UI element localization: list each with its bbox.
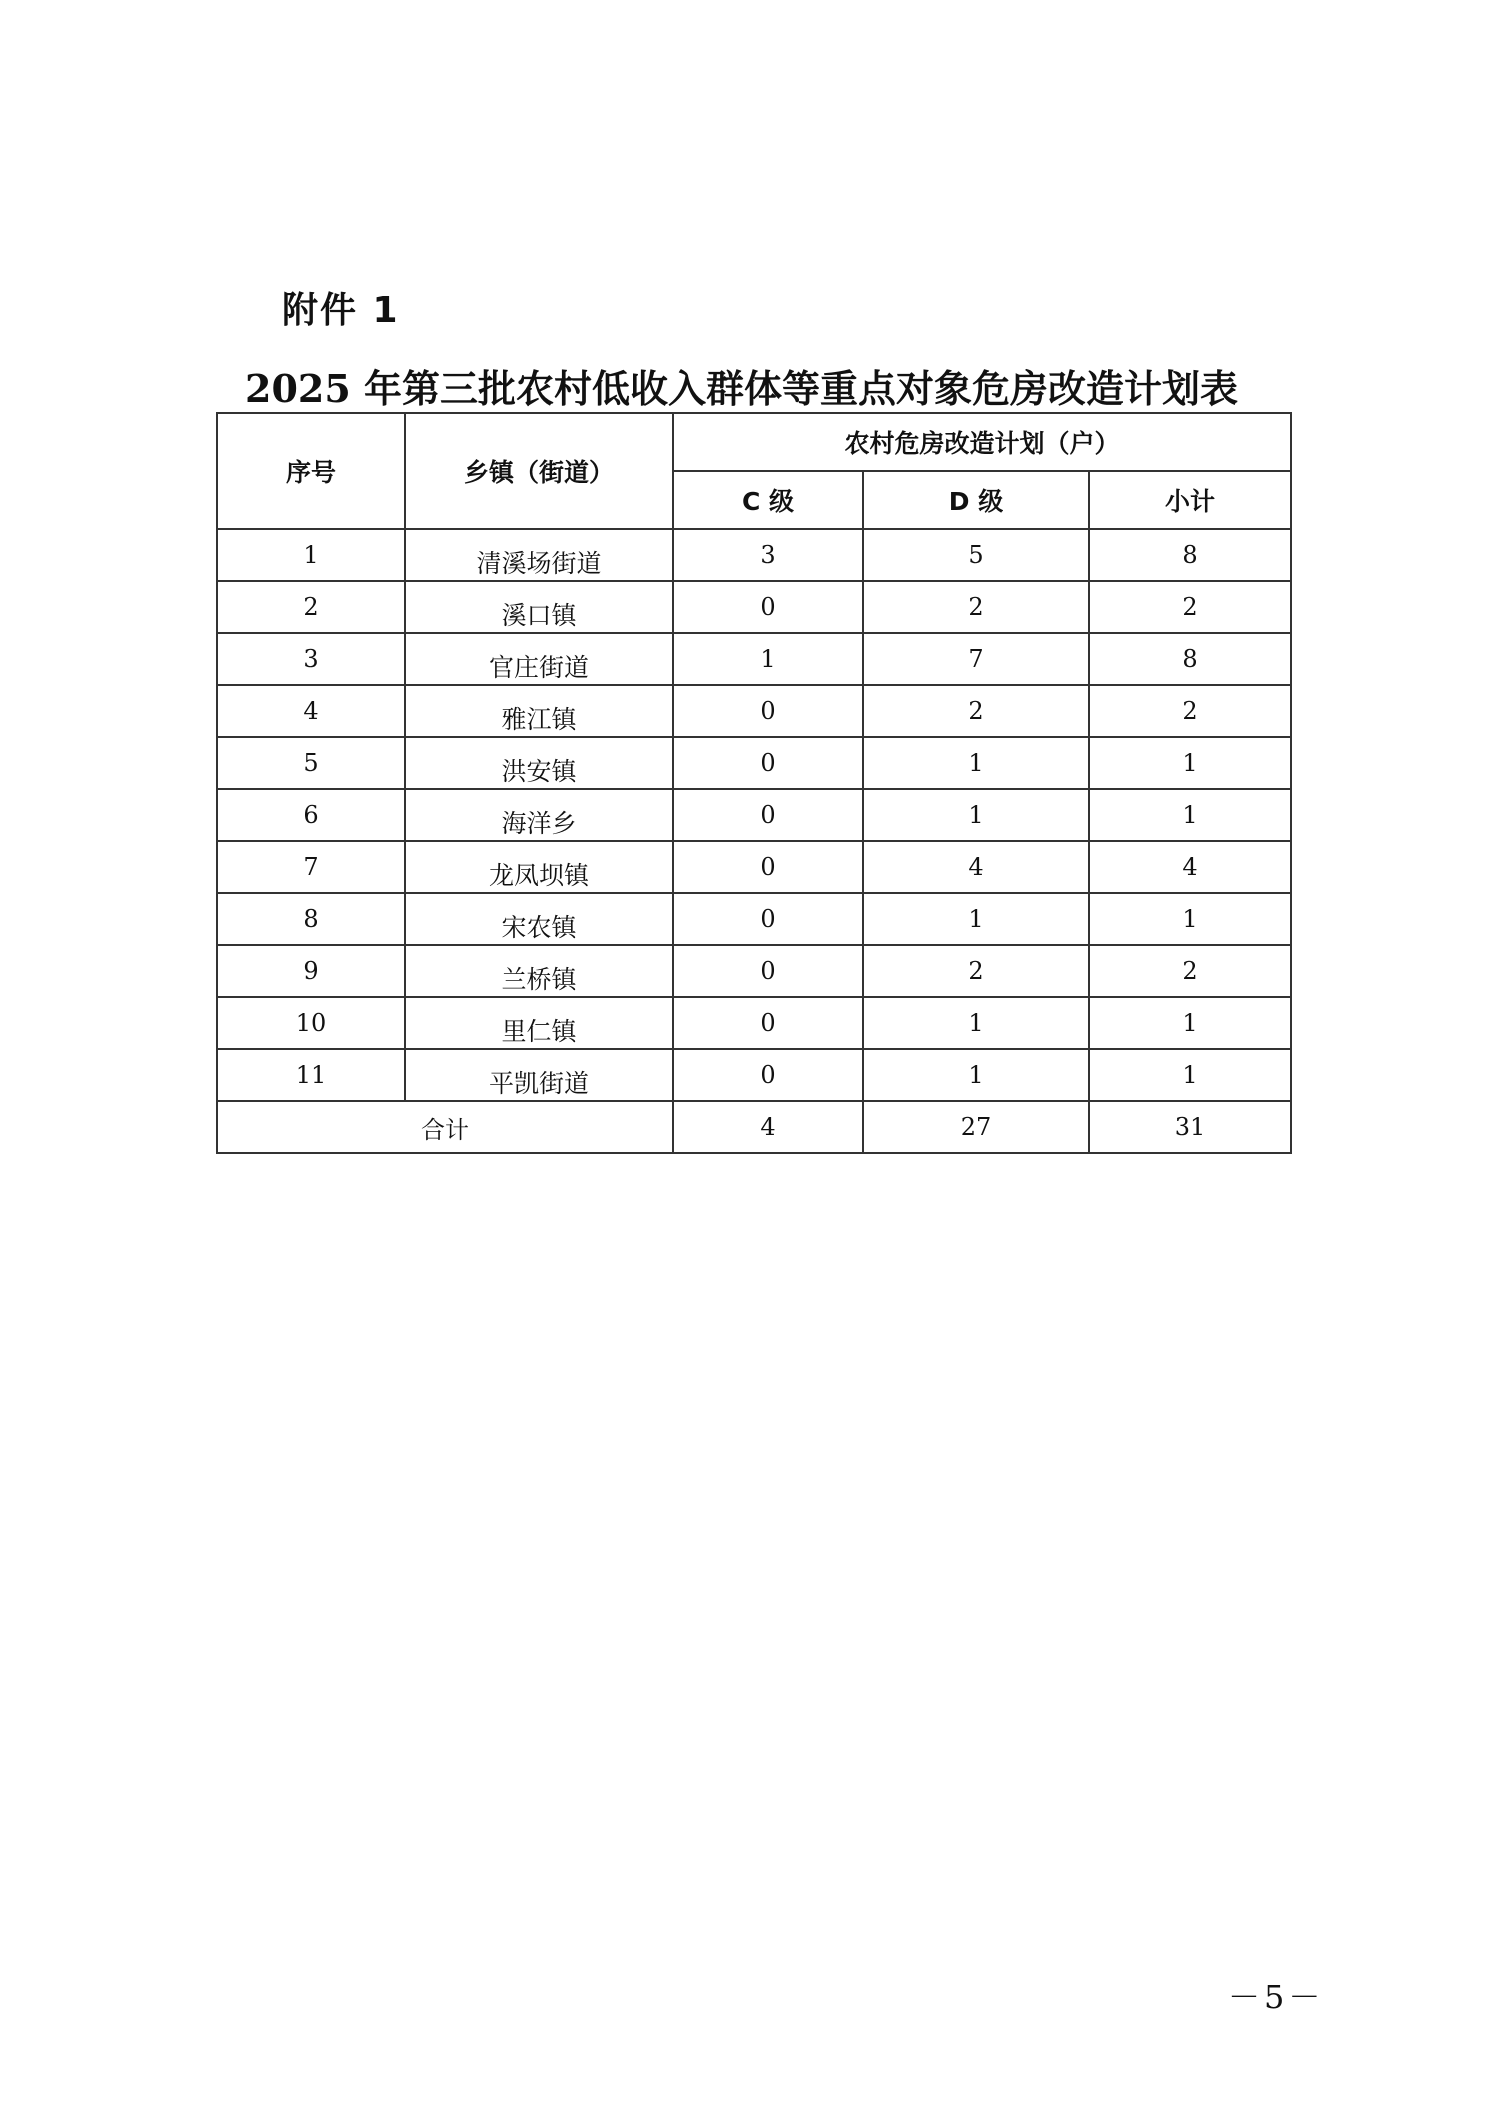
cell-subtotal: 1 [1089, 1049, 1291, 1101]
cell-seq: 9 [217, 945, 405, 997]
attachment-label: 附件 1 [282, 290, 400, 331]
cell-seq: 10 [217, 997, 405, 1049]
cell-town: 宋农镇 [405, 893, 673, 945]
cell-seq: 8 [217, 893, 405, 945]
header-seq: 序号 [217, 413, 405, 529]
cell-town: 雅江镇 [405, 685, 673, 737]
cell-subtotal: 1 [1089, 997, 1291, 1049]
cell-subtotal: 2 [1089, 685, 1291, 737]
cell-c: 0 [673, 893, 863, 945]
header-town: 乡镇（街道） [405, 413, 673, 529]
header-plan-group: 农村危房改造计划（户） [673, 413, 1291, 471]
total-d: 27 [863, 1101, 1089, 1153]
cell-c: 3 [673, 529, 863, 581]
total-label: 合计 [217, 1101, 673, 1153]
cell-seq: 5 [217, 737, 405, 789]
cell-subtotal: 8 [1089, 529, 1291, 581]
cell-c: 0 [673, 685, 863, 737]
cell-c: 0 [673, 841, 863, 893]
total-row [217, 1101, 1291, 1153]
header-c-level: C 级 [673, 471, 863, 529]
cell-seq: 4 [217, 685, 405, 737]
cell-c: 0 [673, 789, 863, 841]
cell-seq: 2 [217, 581, 405, 633]
cell-seq: 6 [217, 789, 405, 841]
cell-c: 0 [673, 1049, 863, 1101]
total-c: 4 [673, 1101, 863, 1153]
table-row [217, 997, 1291, 1049]
cell-d: 4 [863, 841, 1089, 893]
cell-d: 1 [863, 789, 1089, 841]
header-subtotal: 小计 [1089, 471, 1291, 529]
document-title: 2025 年第三批农村低收入群体等重点对象危房改造计划表 [245, 366, 1238, 411]
cell-d: 1 [863, 893, 1089, 945]
cell-town: 清溪场街道 [405, 529, 673, 581]
table-row [217, 737, 1291, 789]
header-d-level: D 级 [863, 471, 1089, 529]
renovation-plan-table [216, 412, 1292, 1154]
table-row [217, 529, 1291, 581]
cell-subtotal: 1 [1089, 737, 1291, 789]
table-row [217, 841, 1291, 893]
table-row [217, 633, 1291, 685]
cell-seq: 11 [217, 1049, 405, 1101]
cell-subtotal: 4 [1089, 841, 1291, 893]
cell-town: 海洋乡 [405, 789, 673, 841]
cell-d: 2 [863, 685, 1089, 737]
cell-c: 0 [673, 581, 863, 633]
cell-town: 官庄街道 [405, 633, 673, 685]
table-row [217, 685, 1291, 737]
cell-d: 7 [863, 633, 1089, 685]
cell-d: 1 [863, 1049, 1089, 1101]
table-row [217, 581, 1291, 633]
cell-seq: 3 [217, 633, 405, 685]
cell-seq: 7 [217, 841, 405, 893]
cell-c: 0 [673, 737, 863, 789]
cell-d: 1 [863, 737, 1089, 789]
cell-seq: 1 [217, 529, 405, 581]
cell-c: 0 [673, 945, 863, 997]
cell-subtotal: 8 [1089, 633, 1291, 685]
cell-subtotal: 2 [1089, 945, 1291, 997]
table-row [217, 789, 1291, 841]
table-row [217, 1049, 1291, 1101]
cell-d: 5 [863, 529, 1089, 581]
table-row [217, 945, 1291, 997]
cell-town: 里仁镇 [405, 997, 673, 1049]
cell-subtotal: 2 [1089, 581, 1291, 633]
cell-town: 平凯街道 [405, 1049, 673, 1101]
page-number: －5－ [1228, 1978, 1325, 2016]
cell-town: 龙凤坝镇 [405, 841, 673, 893]
cell-subtotal: 1 [1089, 789, 1291, 841]
cell-town: 洪安镇 [405, 737, 673, 789]
cell-town: 兰桥镇 [405, 945, 673, 997]
cell-c: 0 [673, 997, 863, 1049]
total-subtotal: 31 [1089, 1101, 1291, 1153]
table-row [217, 893, 1291, 945]
cell-subtotal: 1 [1089, 893, 1291, 945]
cell-d: 1 [863, 997, 1089, 1049]
cell-c: 1 [673, 633, 863, 685]
cell-town: 溪口镇 [405, 581, 673, 633]
cell-d: 2 [863, 945, 1089, 997]
cell-d: 2 [863, 581, 1089, 633]
